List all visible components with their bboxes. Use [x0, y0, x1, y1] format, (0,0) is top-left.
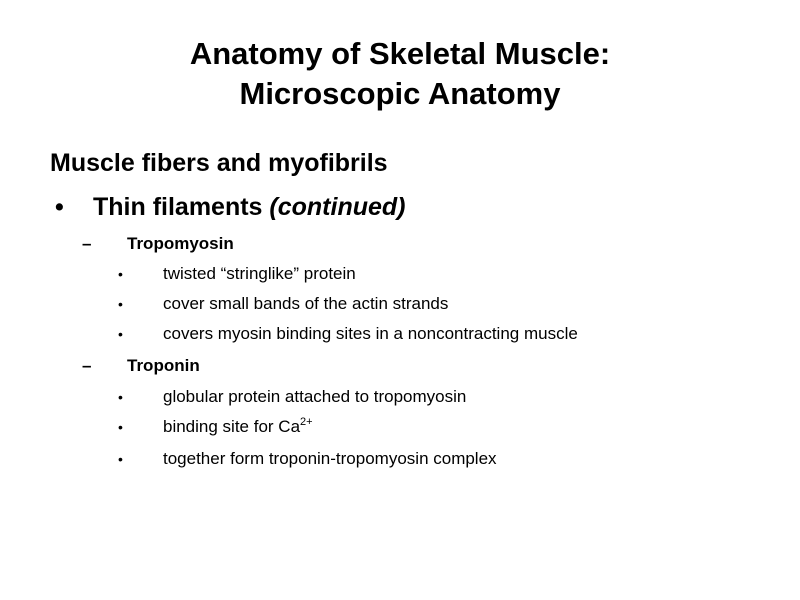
list-item-text: cover small bands of the actin strands — [163, 294, 449, 313]
slide-title-line-1: Anatomy of Skeletal Muscle: — [189, 36, 611, 71]
section-heading: Muscle fibers and myofibrils — [50, 149, 388, 177]
sub-item-label: Troponin — [127, 356, 200, 375]
list-item-text-main: binding site for Ca — [163, 417, 301, 436]
list-item-text — [163, 416, 313, 438]
dot-marker: • — [118, 451, 123, 467]
list-item-text: twisted “stringlike” protein — [163, 264, 356, 283]
sub-item-label: Tropomyosin — [127, 234, 234, 253]
bullet-text — [93, 191, 406, 223]
list-item-text: together form troponin-tropomyosin complex — [163, 449, 497, 468]
list-item-text: covers myosin binding sites in a noncontracting muscle — [163, 324, 578, 343]
dot-marker: • — [118, 266, 123, 282]
dot-marker: • — [118, 296, 123, 312]
list-item-text: globular protein attached to tropomyosin — [163, 387, 467, 406]
bullet-marker: • — [55, 193, 64, 221]
dot-marker: • — [118, 419, 123, 435]
bullet-text-main: Thin filaments — [93, 193, 270, 221]
dash-marker: – — [82, 356, 92, 375]
dot-marker: • — [118, 389, 123, 405]
bullet-text-emphasis: (continued) — [269, 193, 406, 221]
dash-marker: – — [82, 234, 92, 253]
slide-title-line-2: Microscopic Anatomy — [239, 76, 561, 111]
dot-marker: • — [118, 326, 123, 342]
slide-title — [0, 34, 800, 114]
superscript-charge: 2+ — [300, 416, 313, 428]
